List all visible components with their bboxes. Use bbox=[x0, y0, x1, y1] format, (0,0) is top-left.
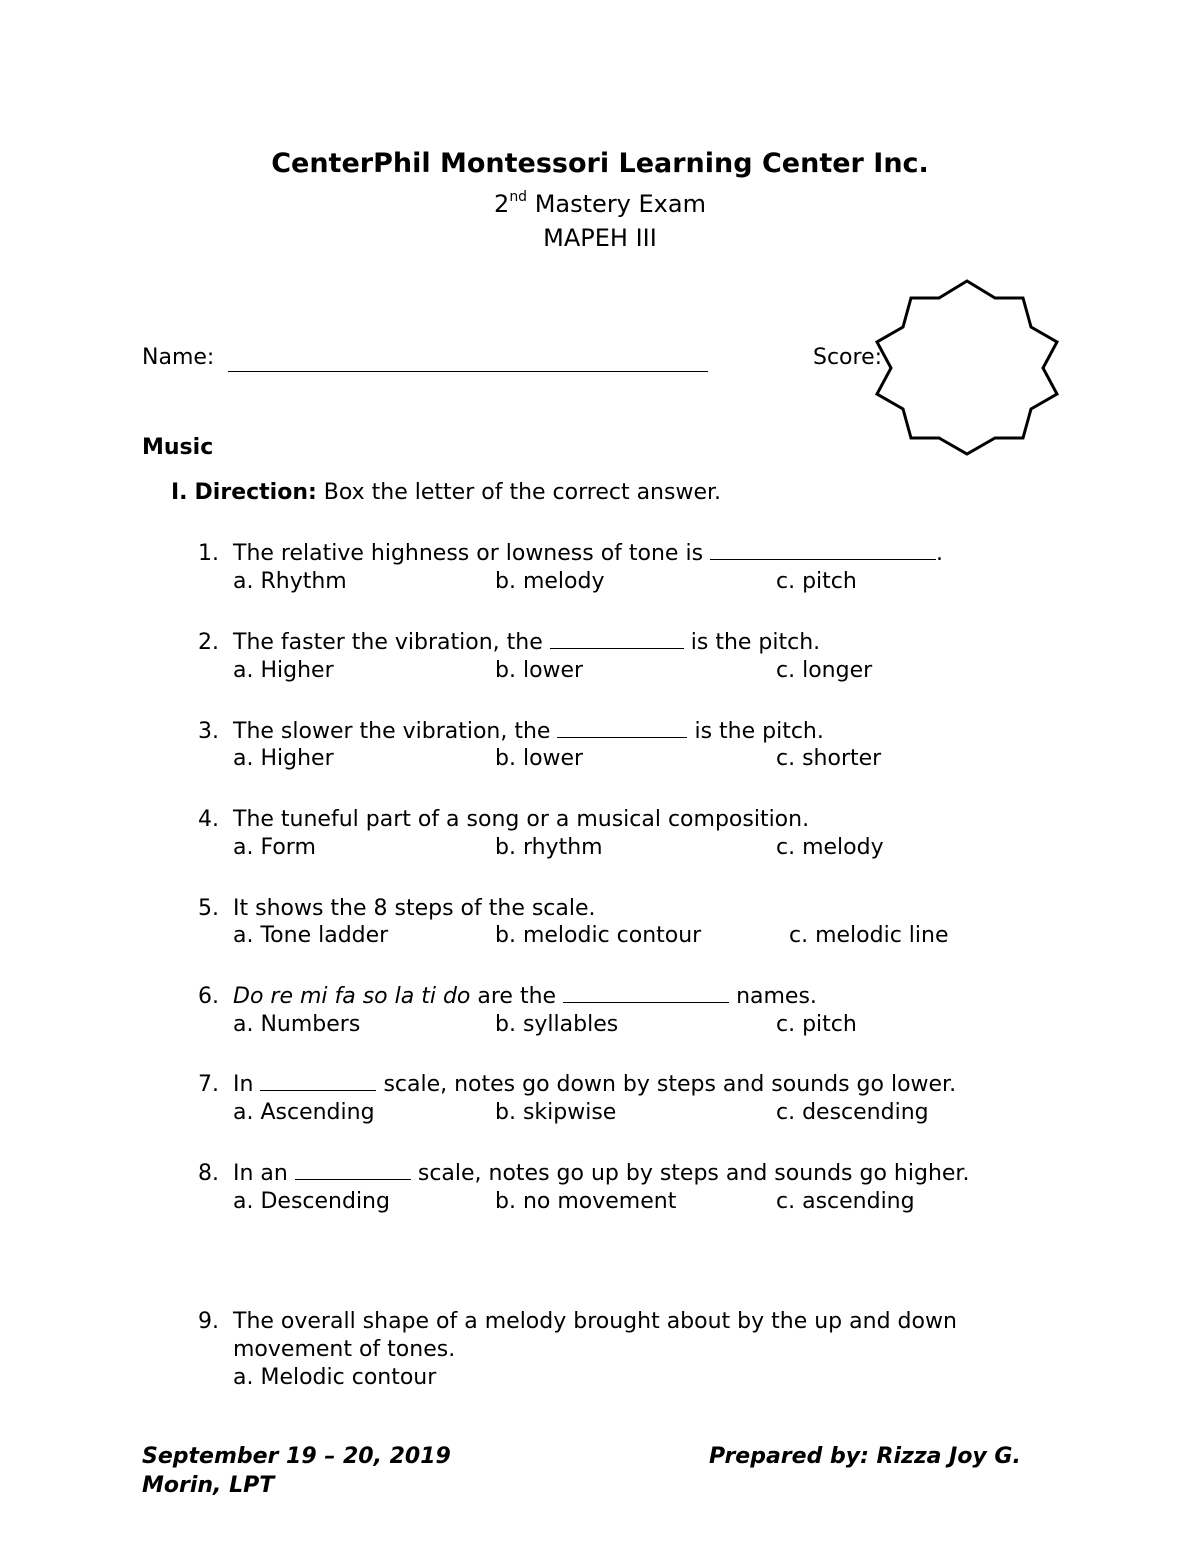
name-field[interactable] bbox=[228, 371, 708, 372]
option-b[interactable]: b. lower bbox=[495, 658, 584, 683]
option-a[interactable]: a. Form bbox=[233, 835, 316, 860]
stem-text-end: scale, notes go down by steps and sounds go lower. bbox=[383, 1072, 957, 1097]
option-c[interactable]: c. melodic line bbox=[789, 923, 949, 948]
question-number: 4. bbox=[198, 807, 219, 832]
stem-text: In an bbox=[233, 1161, 288, 1186]
question-number: 3. bbox=[198, 719, 219, 744]
direction-label: Direction: bbox=[194, 480, 317, 505]
option-c[interactable]: c. shorter bbox=[776, 746, 882, 771]
question-stem: It shows the 8 steps of the scale. bbox=[233, 896, 596, 921]
option-b[interactable]: b. rhythm bbox=[495, 835, 603, 860]
prepared-by-continued: Morin, LPT bbox=[142, 1473, 275, 1498]
question-number: 5. bbox=[198, 896, 219, 921]
exam-date: September 19 – 20, 2019 bbox=[142, 1444, 451, 1469]
question-stem bbox=[233, 1159, 969, 1189]
question-number: 6. bbox=[198, 984, 219, 1009]
score-label: Score: bbox=[813, 345, 883, 370]
option-b[interactable]: b. no movement bbox=[495, 1189, 677, 1214]
question-number: 8. bbox=[198, 1161, 219, 1186]
stem-text-end: is the pitch. bbox=[694, 719, 824, 744]
subject-title: MAPEH III bbox=[543, 224, 657, 252]
question-stem-continued: movement of tones. bbox=[233, 1337, 456, 1362]
question-stem bbox=[233, 628, 820, 658]
section-title: Music bbox=[142, 435, 214, 460]
question-stem: The tuneful part of a song or a musical composition. bbox=[233, 807, 810, 832]
stem-text: The slower the vibration, the bbox=[233, 719, 551, 744]
answer-blank bbox=[710, 541, 936, 560]
stem-text: are the bbox=[477, 984, 557, 1009]
option-a[interactable]: a. Rhythm bbox=[233, 569, 347, 594]
option-a[interactable]: a. Higher bbox=[233, 746, 334, 771]
score-badge-icon bbox=[860, 270, 1070, 460]
option-b[interactable]: b. melody bbox=[495, 569, 605, 594]
option-c[interactable]: c. descending bbox=[776, 1100, 929, 1125]
stem-text: The faster the vibration, the bbox=[233, 630, 543, 655]
stem-text-end: . bbox=[936, 541, 944, 566]
stem-text: The relative highness or lowness of tone is bbox=[233, 541, 704, 566]
option-b[interactable]: b. lower bbox=[495, 746, 584, 771]
direction bbox=[171, 480, 721, 505]
question-stem bbox=[233, 539, 943, 569]
exam-ordinal-suffix: nd bbox=[509, 189, 528, 205]
question-number: 2. bbox=[198, 630, 219, 655]
option-a[interactable]: a. Descending bbox=[233, 1189, 390, 1214]
question-stem bbox=[233, 1070, 956, 1100]
question-stem bbox=[233, 717, 824, 747]
question-stem bbox=[233, 982, 817, 1012]
prepared-by: Prepared by: Rizza Joy G. bbox=[709, 1444, 1021, 1469]
school-name: CenterPhil Montessori Learning Center Inc. bbox=[271, 148, 929, 179]
question-number: 7. bbox=[198, 1072, 219, 1097]
option-b[interactable]: b. melodic contour bbox=[495, 923, 702, 948]
option-a[interactable]: a. Ascending bbox=[233, 1100, 375, 1125]
answer-blank bbox=[295, 1161, 411, 1180]
option-a[interactable]: a. Numbers bbox=[233, 1012, 361, 1037]
answer-blank bbox=[550, 630, 684, 649]
exam-ordinal: 2 bbox=[494, 190, 510, 218]
question-number: 9. bbox=[198, 1309, 219, 1334]
option-a[interactable]: a. Higher bbox=[233, 658, 334, 683]
option-a[interactable]: a. Melodic contour bbox=[233, 1365, 437, 1390]
question-stem: The overall shape of a melody brought about by the up and down bbox=[233, 1309, 957, 1334]
question-number: 1. bbox=[198, 541, 219, 566]
option-c[interactable]: c. melody bbox=[776, 835, 884, 860]
direction-text: Box the letter of the correct answer. bbox=[323, 480, 722, 505]
exam-title-text: Mastery Exam bbox=[534, 190, 706, 218]
option-a[interactable]: a. Tone ladder bbox=[233, 923, 389, 948]
option-b[interactable]: b. skipwise bbox=[495, 1100, 617, 1125]
answer-blank bbox=[563, 984, 729, 1003]
stem-text-end: is the pitch. bbox=[690, 630, 821, 655]
exam-title bbox=[0, 190, 1200, 218]
option-b[interactable]: b. syllables bbox=[495, 1012, 619, 1037]
stem-text: In bbox=[233, 1072, 254, 1097]
option-c[interactable]: c. pitch bbox=[776, 1012, 857, 1037]
stem-text-end: names. bbox=[736, 984, 817, 1009]
name-label: Name: bbox=[142, 345, 215, 370]
stem-text-end: scale, notes go up by steps and sounds go higher. bbox=[417, 1161, 970, 1186]
answer-blank bbox=[260, 1072, 376, 1091]
answer-blank bbox=[557, 719, 687, 738]
option-c[interactable]: c. longer bbox=[776, 658, 873, 683]
option-c[interactable]: c. pitch bbox=[776, 569, 857, 594]
option-c[interactable]: c. ascending bbox=[776, 1189, 915, 1214]
direction-number: I. bbox=[171, 480, 188, 505]
solfege-text: Do re mi fa so la ti do bbox=[233, 984, 471, 1009]
